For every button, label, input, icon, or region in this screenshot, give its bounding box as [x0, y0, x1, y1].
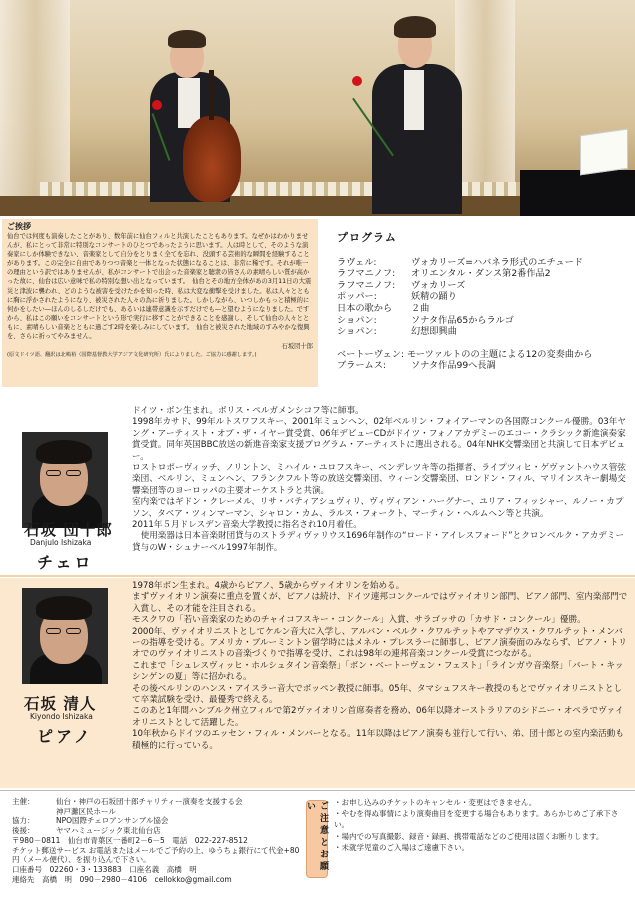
- greeting-box: [2, 219, 318, 387]
- organizer-row: 主催： 仙台・神戸の石坂団十郎チャリティー演奏を支援する会: [12, 797, 243, 806]
- balcony-rail: [40, 182, 600, 196]
- pianist-instrument: ピアノ: [37, 727, 93, 746]
- organizer-row: 神戸灘区民ホール: [56, 806, 116, 816]
- section-divider: [0, 575, 635, 577]
- program-item-beethoven: ベートーヴェン: モーツァルトのの主題による12の変奏曲から: [337, 348, 593, 360]
- program-item: ポッパー: 妖精の踊り: [337, 291, 457, 303]
- bank-account: 口座番号 02260・3・133883 口座名義 高橋 明: [12, 864, 197, 874]
- pianist-photo: [22, 588, 108, 684]
- organizer-info: [12, 797, 302, 884]
- notice-item: ・ やむを得ぬ事情により演奏曲目を変更する場合もあります。あらかじめご了承下さい。: [334, 808, 630, 830]
- program-section: [337, 232, 633, 372]
- pianist-name: 石坂 清人: [24, 695, 97, 713]
- cellist-bio: ドイツ・ボン生まれ。ボリス・ペルガメンシコフ等に師事。 1998年カサド、99年ルトスワフスキー、2001年ミュンヘン、02年ベルリン・フォイアーマンの各国際コンクール優勝。03年ヤング・アーティスト・オブ・ザ・イヤー賞受賞、06年デビューCDがドイツ・フォノアカデミーのエコー・クラシック新進演奏家賞受賞。同年英国BBC放送の新進音楽家支援プログラム・アーティストに選出される。04年NHK交響楽団と共演して日本デビュー。 ロストロポーヴィッチ、ノリントン、ミハイル・ユロフスキー、ベンデレツキ等の指揮者、ライプツィヒ・ゲヴァントハウス管弦楽団、ベルリン、ミュンヘン、フランクフルト等の放送交響楽団、ウィーン交響楽団、ロンドン・フィル、マリインスキー劇場交響楽団等のヨーロッパの主要オーケストラと共演。 室内楽ではギドン・クレーメル、リサ・バティアシュヴィリ、ヴィヴィアン・ハーグナー、ユリア・フィッシャー、ルノー・カプソン、タベア・ツィンマーマン、シャロン・カム、ラルス・フォークト、マーティン・ヘルムヘン等と共演。 2011年５月ドレスデン音楽大学教授に指名され10月着任。 使用楽器は日本音楽財団貸与のストラディヴァリウス1696年制作の“ロード・アイレスフォード”とクロンベルク・アカデミー貸与のW・シュナーベル1997年制作。: [132, 406, 626, 553]
- organizer-row: 後援： ヤマハミュージック東北仙台店: [12, 826, 161, 836]
- program-item: ラフマニノフ: オリエンタル・ダンス第2番作品2: [337, 268, 551, 280]
- notice-tag: ご注意とお願い: [306, 800, 328, 878]
- greeting-title: ご挨拶: [7, 222, 31, 231]
- rose-icon: [152, 100, 162, 110]
- notice-item: ・ お申し込みのチケットのキャンセル・変更はできません。: [334, 797, 630, 808]
- hero-photo: [0, 0, 635, 216]
- pianist-roman-name: Kiyondo Ishizaka: [30, 712, 93, 721]
- notice-item: ・ 場内での写真撮影、録音・録画、携帯電話などのご使用は固くお断りします。: [334, 831, 630, 842]
- organizer-row: 協力： NPO国際チェロアンサンブル協会: [12, 816, 169, 826]
- program-item: ショパン: ソナタ作品65からラルゴ: [337, 314, 514, 326]
- program-title: プログラム: [337, 231, 397, 244]
- pianist-bio: 1978年ボン生まれ。4歳からピアノ、5歳からヴァイオリンを始める。 まずヴァイオリン演奏に重点を置くが、ピアノは続け、ドイツ連邦コンクールではヴァイオリン部門、ピアノ部門、室内楽部門で入賞し、その才能を注目される。 モスクワの「若い音楽家のためのチャイコフスキー・コンクール」入賞、サラゴッサの「カサド・コンクール」優勝。 2000年、ヴァイオリニストとしてケルン音大に入学し、アルバン・ベルク・クワルテットやアマデウス・クワルテット・メンバーの指導を受ける。アメリカ・ブルーミントン留学時にはメネル・プレスラーに師事し、ピアノ演奏面のみならず、ピアノ・トリオでのヴァイオリニストの音楽づくりで指導を受け、これは98年の連邦音楽コンクール受賞につながる。 これまで「シュレスヴィッヒ・ホルシュタイン音楽祭」「ボン・ベートーヴェン・フェスト」「ラインガウ音楽祭」「バート・キッシンゲンの夏」等に招かれる。 その後ベルリンのハンス・アイスラー音大でボッペン教授に師事。05年、タマシュフスキー教授のもとでヴァイオリニストとして卒業試験を受け、最優秀で終える。 このあと1年間ハンブルク州立フィルで第2ヴァイオリン首席奏者を務め、06年以降オーストラリアのシドニー・オペラでヴァイオリニストとして活躍した。 10年秋からドイツのエッセン・フィル・メンバーとなる。11年以降はピアノ演奏も並行して行い、弟、団十郎との室内楽活動も積極的に行っている。: [132, 581, 628, 751]
- program-item: ラフマニノフ: ヴォカリーズ: [337, 279, 466, 291]
- ticket-mail-service: チケット郵送サービス お電話またはメールでご予約の上、ゆうちょ銀行にて代金+80円（メール便代）、を振り込んで下さい。: [12, 845, 300, 865]
- cellist-roman-name: Danjulo Ishizaka: [30, 538, 92, 547]
- program-item: ラヴェル: ヴォカリーズ=ハバネラ形式のエチュード: [337, 256, 583, 268]
- cellist-photo: [22, 432, 108, 528]
- cello-icon: [183, 116, 241, 202]
- pianist-profile: [0, 578, 635, 788]
- contact-info: 連絡先 高橋 明 090－2980－4106 cellokko@gmail.com: [12, 874, 232, 884]
- greeting-signature: 石坂団十郎: [281, 343, 313, 351]
- organizer-address: 〒980－0811 仙台市青葉区一番町2－6－5 電話 022-227-8512: [12, 835, 248, 845]
- program-item: ショパン: 幻想即興曲: [337, 326, 457, 338]
- notice-item: ・ 未就学児童のご入場はご遠慮下さい。: [334, 842, 630, 853]
- sheet-music: [580, 129, 628, 176]
- greeting-body: 仙台では何度も演奏したことがあり、数年前に仙台フィルと共演したこともあります。なぜかはわかりませんが、私にとって非常に特別なコンサートのひとつであったように思います。人は時として、そのような演奏家にしか体験できない、音楽家として自分をとりまく全てを忘れ、没頭する芸術的な瞬間を経験することがあります。この完全に自由でありつつ音楽と一体となった状態になることは、非常に稀です。それが唯一の理由という訳ではありませんが、私がコンサートで出会った音楽家と聴衆の皆さんの素晴らしい質が高かった故に、仙台は広い意味で私の特別な想い出となっています。 仙台とその地方全体があの3月11日の大震災と津波に襲われ、どのような被害を受けたかを知った時、私は大変な衝撃を受けました。私は人々とともに胸に浮かされたようになり、被災された人々の為に祈りました。しかしながら、いつしかもっと積極的に何かをしたい—ほんのしるしだけでも、あるいは連帯意識を示すだけでも—と望むようになりました。ですから、私はこの願いをコンサートという形で実行に移すことができることを感謝し、そして仙台の人々とともに、素晴らしい音楽とともに過ごす2時を楽しみにしています。 仙台と被災された地域のすみやかな復興を、さらに祈ってやみません。: [7, 233, 312, 341]
- cellist-instrument: チェロ: [37, 553, 94, 572]
- piano-icon: [520, 170, 635, 216]
- greeting-translation-note: (原文ドイツ語、翻訳は北嶋裕（国際基督教大学アジア文化研究所）氏によりました。ご協力に感謝します。): [7, 352, 257, 359]
- rose-icon-2: [352, 76, 362, 86]
- notice-list: [334, 797, 630, 853]
- program-item: 日本の歌から ２曲: [337, 302, 430, 314]
- cellist-name: 石坂 団十郎: [24, 521, 113, 539]
- program-item-brahms: ブラームス: ソナタ作品99へ長調: [337, 360, 496, 372]
- footer-divider: [0, 790, 635, 791]
